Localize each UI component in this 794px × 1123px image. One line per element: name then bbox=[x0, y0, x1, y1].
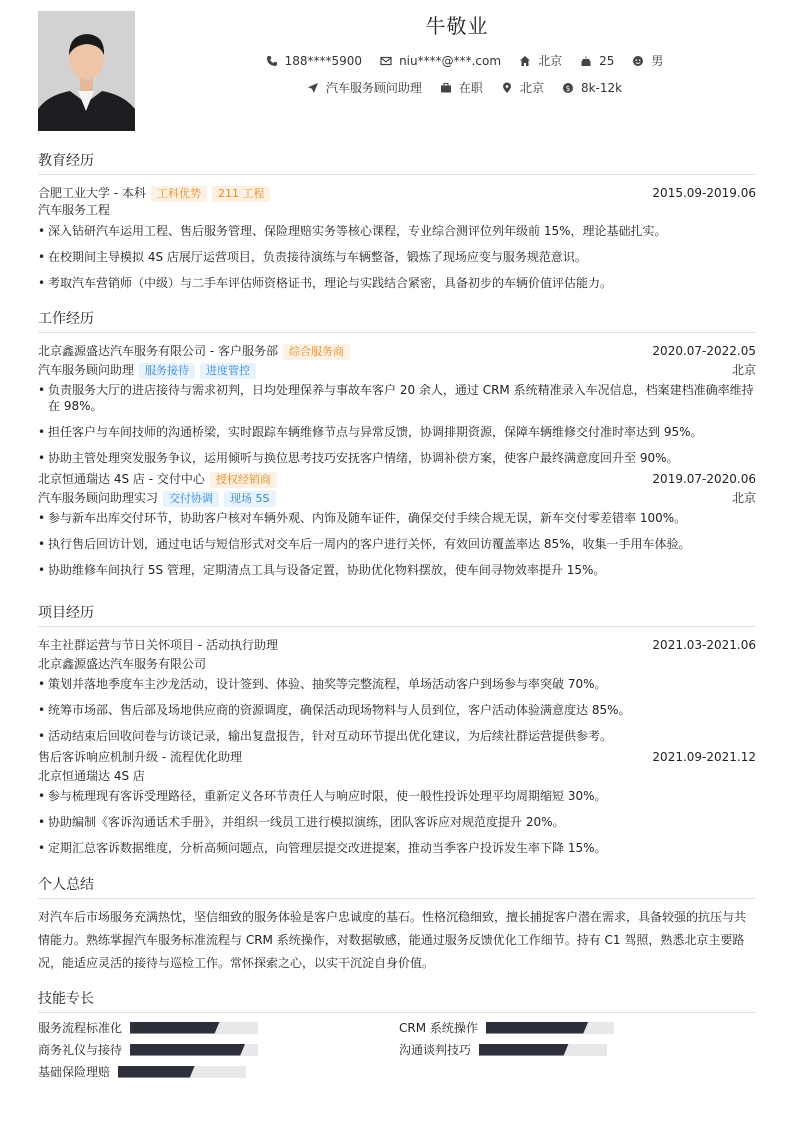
project-name: 售后客诉响应机制升级 - 流程优化助理 bbox=[38, 750, 242, 764]
role-tag: 交付协调 bbox=[163, 491, 219, 507]
age-value: 25 bbox=[599, 53, 615, 68]
phone-icon bbox=[266, 55, 278, 67]
role-row bbox=[38, 362, 756, 379]
skill-bar-fill bbox=[130, 1044, 245, 1056]
skill-name: 服务流程标准化 bbox=[38, 1021, 123, 1035]
target-job-item bbox=[307, 79, 422, 96]
role-tag: 现场 5S bbox=[224, 491, 275, 507]
skill-name: CRM 系统操作 bbox=[399, 1021, 478, 1035]
work-title: 工作经历 bbox=[38, 308, 756, 333]
skill-name: 商务礼仪与接待 bbox=[38, 1043, 123, 1057]
skill-item bbox=[38, 1019, 258, 1036]
skill-bar-fill bbox=[486, 1022, 588, 1034]
skill-bar bbox=[130, 1022, 258, 1034]
school-tag: 211 工程 bbox=[212, 186, 271, 202]
email-item bbox=[380, 54, 501, 68]
list-item: • 深入钻研汽车运用工程、售后服务管理、保险理赔实务等核心课程，专业综合测评位列年级前 15%，理论基础扎实。 bbox=[38, 223, 756, 239]
role-row bbox=[38, 490, 756, 507]
list-item: • 在校期间主导模拟 4S 店展厅运营项目，负责接待演练与车辆整备，锻炼了现场应变与服务规范意识。 bbox=[38, 249, 756, 265]
send-icon bbox=[307, 82, 319, 94]
project-title: 项目经历 bbox=[38, 602, 756, 627]
skill-bar bbox=[130, 1044, 258, 1056]
list-item: • 策划并落地季度车主沙龙活动，设计签到、体验、抽奖等完整流程，单场活动客户到场参与率突破 70%。 bbox=[38, 676, 756, 692]
skill-bar-fill bbox=[130, 1022, 220, 1034]
company-name: 北京鑫源盛达汽车服务有限公司 - 客户服务部 bbox=[38, 344, 278, 358]
skill-item bbox=[399, 1019, 614, 1036]
mail-icon bbox=[380, 55, 392, 67]
dollar-icon bbox=[562, 82, 574, 94]
skill-bar bbox=[118, 1066, 246, 1078]
skill-name: 基础保险理赔 bbox=[38, 1065, 111, 1079]
briefcase-icon bbox=[440, 82, 452, 94]
list-item: • 参与梳理现有客诉受理路径，重新定义各环节责任人与响应时限，使一般性投诉处理平均周期缩短 30%。 bbox=[38, 788, 756, 804]
job-date: 2020.07-2022.05 bbox=[652, 344, 756, 358]
project-section bbox=[38, 602, 756, 856]
major-name: 汽车服务工程 bbox=[38, 203, 111, 217]
age-item bbox=[580, 54, 614, 68]
major-row bbox=[38, 202, 756, 219]
company-tag: 综合服务商 bbox=[283, 344, 350, 360]
salary-value: 8k-12k bbox=[580, 80, 623, 95]
education-date: 2015.09-2019.06 bbox=[652, 186, 756, 200]
skills-section bbox=[38, 988, 756, 1013]
project-bullets bbox=[38, 676, 756, 744]
list-item: • 负责服务大厅的进店接待与需求初判，日均处理保养与事故车客户 20 余人，通过 CRM 系统精准录入车况信息，档案建档准确率维持在 98%。 bbox=[38, 382, 756, 414]
location-pin-icon bbox=[501, 82, 513, 94]
role-name: 汽车服务顾问助理 bbox=[38, 363, 135, 377]
job-location: 北京 bbox=[731, 363, 756, 377]
skill-bar bbox=[479, 1044, 607, 1056]
status-value: 在职 bbox=[458, 81, 483, 95]
project-name: 车主社群运营与节日关怀项目 - 活动执行助理 bbox=[38, 638, 278, 652]
project-bullets bbox=[38, 788, 756, 856]
skill-bar-fill bbox=[479, 1044, 569, 1056]
gender-item bbox=[632, 52, 663, 69]
email-value: niu****@***.com bbox=[399, 53, 502, 68]
skill-item bbox=[399, 1041, 607, 1058]
role-name: 汽车服务顾问助理实习 bbox=[38, 491, 159, 505]
project-org: 北京鑫源盛达汽车服务有限公司 bbox=[38, 657, 207, 671]
target-city-item bbox=[501, 79, 544, 96]
skill-bar bbox=[486, 1022, 614, 1034]
city-item bbox=[519, 52, 562, 69]
list-item: • 执行售后回访计划，通过电话与短信形式对交车后一周内的客户进行关怀，有效回访覆盖率达 85%，收集一手用车体验。 bbox=[38, 536, 756, 552]
project-date: 2021.03-2021.06 bbox=[652, 638, 756, 652]
company-name: 北京恒通瑞达 4S 店 - 交付中心 bbox=[38, 472, 205, 486]
education-title: 教育经历 bbox=[38, 150, 756, 175]
job-date: 2019.07-2020.06 bbox=[652, 472, 756, 486]
list-item: • 参与新车出库交付环节，协助客户核对车辆外观、内饰及随车证件，确保交付手续合规无误，新车交付零差错率 100%。 bbox=[38, 510, 756, 526]
skill-item bbox=[38, 1041, 258, 1058]
school-name: 合肥工业大学 - 本科 bbox=[38, 186, 146, 200]
user-icon bbox=[632, 55, 644, 67]
company-tag: 授权经销商 bbox=[210, 472, 277, 488]
job-header bbox=[38, 471, 756, 488]
candidate-name: 牛敬业 bbox=[425, 14, 489, 38]
job-location: 北京 bbox=[731, 491, 756, 505]
summary-title: 个人总结 bbox=[38, 874, 756, 899]
role-tag: 服务接待 bbox=[139, 363, 195, 379]
svg-text:$: $ bbox=[565, 83, 571, 93]
list-item: • 活动结束后回收问卷与访谈记录，输出复盘报告，针对互动环节提出优化建议，为后续社群运营提供参考。 bbox=[38, 728, 756, 744]
phone-value: 188****5900 bbox=[284, 53, 363, 68]
contact-row bbox=[135, 52, 794, 69]
project-org-row bbox=[38, 656, 756, 673]
skill-item bbox=[38, 1063, 246, 1080]
summary-section bbox=[38, 874, 756, 975]
skills-title: 技能专长 bbox=[38, 988, 756, 1013]
salary-item bbox=[562, 81, 622, 95]
target-city-value: 北京 bbox=[519, 81, 544, 95]
home-icon bbox=[519, 55, 531, 67]
list-item: • 协助主管处理突发服务争议，运用倾听与换位思考技巧安抚客户情绪，协调补偿方案，使客户最终满意度回升至 90%。 bbox=[38, 450, 756, 466]
project-org-row bbox=[38, 768, 756, 785]
job-intent-row bbox=[135, 79, 794, 96]
target-job-value: 汽车服务顾问助理 bbox=[325, 81, 422, 95]
job-bullets bbox=[38, 382, 756, 466]
list-item: • 考取汽车营销师（中级）与二手车评估师资格证书，理论与实践结合紧密，具备初步的车辆价值评估能力。 bbox=[38, 275, 756, 291]
phone-item bbox=[266, 54, 362, 68]
project-date: 2021.09-2021.12 bbox=[652, 750, 756, 764]
gender-value: 男 bbox=[651, 54, 664, 68]
list-item: • 定期汇总客诉数据维度，分析高频问题点，向管理层提交改进提案，推动当季客户投诉发生率下降 15%。 bbox=[38, 840, 756, 856]
education-header bbox=[38, 185, 756, 202]
education-bullets bbox=[38, 223, 756, 291]
list-item: • 协助编制《客诉沟通话术手册》，并组织一线员工进行模拟演练，团队客诉应对规范度提升 20%。 bbox=[38, 814, 756, 830]
cake-icon bbox=[580, 55, 592, 67]
job-header bbox=[38, 343, 756, 360]
list-item: • 协助维修车间执行 5S 管理，定期清点工具与设备定置，协助优化物料摆放，使车间寻物效率提升 15%。 bbox=[38, 562, 756, 578]
summary-text: 对汽车后市场服务充满热忱，坚信细致的服务体验是客户忠诚度的基石。性格沉稳细致，擅长捕捉客户潜在需求，具备较强的抗压与共情能力。熟练掌握汽车服务标准流程与 CRM 系统操作，对数据敏感，能通过服务反馈优化工作细节。持有 C1 驾照，熟悉北京主要路况，能适应灵活的接待与巡检工作。常怀探索之心，以实干沉淀自身价值。 bbox=[38, 910, 747, 970]
skill-bar-fill bbox=[118, 1066, 195, 1078]
list-item: • 统筹市场部、售后部及场地供应商的资源调度，确保活动现场物料与人员到位，客户活动体验满意度达 85%。 bbox=[38, 702, 756, 718]
status-item bbox=[440, 79, 483, 96]
job-bullets bbox=[38, 510, 756, 578]
school-tag: 工科优势 bbox=[151, 186, 207, 202]
city-value: 北京 bbox=[538, 54, 563, 68]
project-header bbox=[38, 749, 756, 766]
skill-name: 沟通谈判技巧 bbox=[399, 1043, 472, 1057]
project-header bbox=[38, 637, 756, 654]
project-org: 北京恒通瑞达 4S 店 bbox=[38, 769, 145, 783]
role-tag: 进度管控 bbox=[200, 363, 256, 379]
list-item: • 担任客户与车间技师的沟通桥梁，实时跟踪车辆维修节点与异常反馈，协调排期资源，保障车辆维修交付准时率达到 95%。 bbox=[38, 424, 756, 440]
work-section bbox=[38, 308, 756, 578]
education-section bbox=[38, 150, 756, 291]
